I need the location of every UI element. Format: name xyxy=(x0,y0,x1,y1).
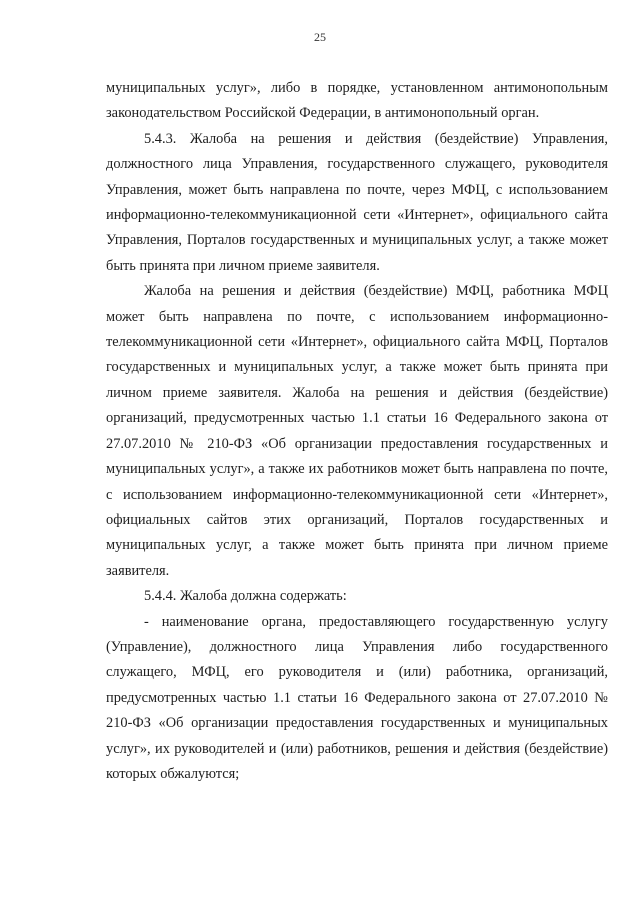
paragraph-list-item: - наименование органа, предоставляющего государственную услугу (Управление), должностного лица Управления либо государственного служащего, МФЦ, его руководителя и (или) работника, организаций, предусмотренных частью 1.1 статьи 16 Федерального закона от 27.07.2010 № 210-ФЗ «Об организации предоставления государственных и муниципальных услуг», их руководителей и (или) работников, решения и действия (бездействие) которых обжалуются; xyxy=(106,613,608,782)
paragraph-5-4-3: 5.4.3. Жалоба на решения и действия (бездействие) Управления, должностного лица Управления, государственного служащего, руководителя Управления, может быть направлена по почте, через МФЦ, с использованием информационно-телекоммуникационной сети «Интернет», официального сайта Управления, Порталов государственных и муниципальных услуг, а также может быть принята при личном приеме заявителя. xyxy=(106,130,608,274)
paragraph-mfc-complaint: Жалоба на решения и действия (бездействие) МФЦ, работника МФЦ может быть направлена по почте, с использованием информационно-телекоммуникационной сети «Интернет», официального сайта МФЦ, Порталов государственных и муниципальных услуг, а также может быть принята при личном приеме заявителя. Жалоба на решения и действия (бездействие) организаций, предусмотренных частью 1.1 статьи 16 Федерального закона от 27.07.2010 № 210-ФЗ «Об организации предоставления государственных и муниципальных услуг», а также их работников может быть направлена по почте, с использованием информационно-телекоммуникационной сети «Интернет», официальных сайтов этих организаций, Порталов государственных и муниципальных услуг, а также может быть принята при личном приеме заявителя. xyxy=(106,283,608,579)
document-body xyxy=(106,76,608,787)
page-number: 25 xyxy=(314,30,326,44)
paragraph-continuation: муниципальных услуг», либо в порядке, установленном антимонопольным законодательством Российской Федерации, в антимонопольный орган. xyxy=(106,80,608,122)
paragraph-5-4-4: 5.4.4. Жалоба должна содержать: xyxy=(144,588,347,605)
